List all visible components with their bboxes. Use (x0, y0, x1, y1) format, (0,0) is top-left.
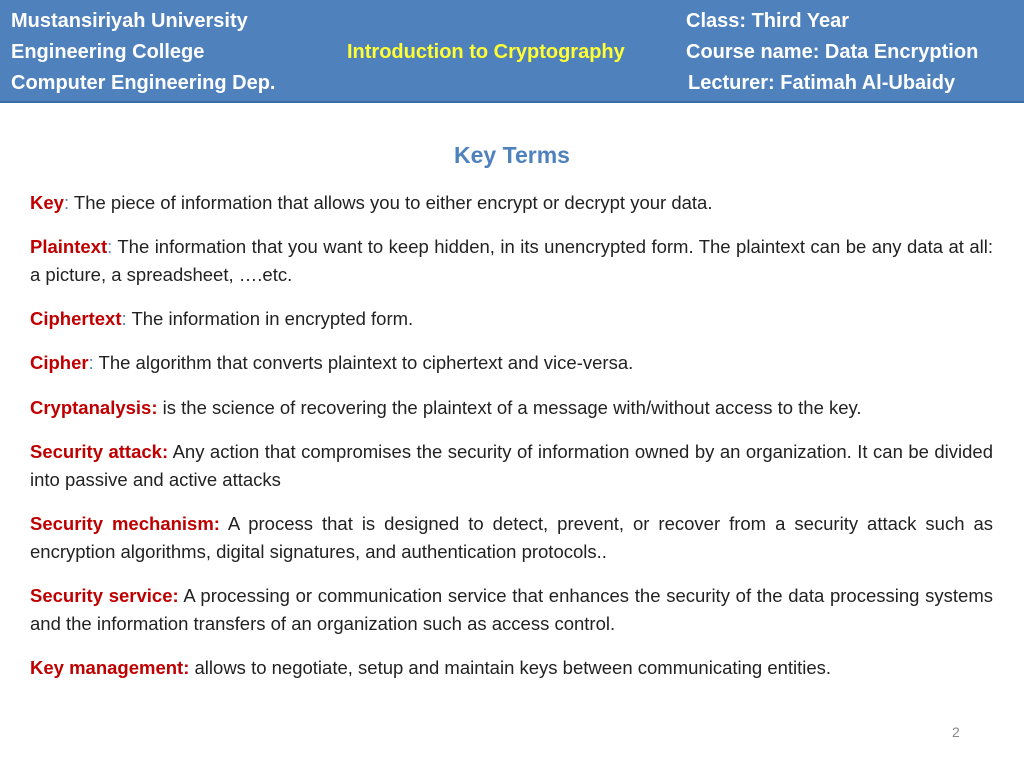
term-name: Plaintext (30, 236, 108, 257)
term-separator: : (63, 192, 70, 213)
page-title: Key Terms (454, 142, 570, 168)
term-cipher (30, 349, 993, 377)
term-name: Security service (30, 585, 173, 606)
class-label: Class: Third Year (686, 10, 850, 32)
term-separator: : (88, 352, 94, 373)
term-definition: The information in encrypted form. (126, 308, 414, 329)
term-security-mechanism (30, 510, 993, 566)
term-name: Cryptanalysis (30, 397, 152, 418)
term-separator: : (107, 236, 113, 257)
term-separator: : (121, 308, 127, 329)
department-name: Computer Engineering Dep. (11, 72, 276, 94)
term-name: Cipher (30, 352, 89, 373)
term-separator: : (161, 441, 169, 462)
term-name: Ciphertext (30, 308, 122, 329)
term-name: Security attack (30, 441, 162, 462)
term-definition: A process that is designed to detect, prevent, or recover from a security attack such as encryption algorithms, digital signatures, and authentication protocols.. (30, 513, 993, 562)
term-security-attack (30, 438, 993, 494)
term-security-service (30, 582, 993, 638)
college-name: Engineering College (11, 41, 205, 63)
term-ciphertext (30, 305, 993, 333)
term-definition: A processing or communication service that enhances the security of the data processing systems and the information transfers of an organization such as access control. (30, 585, 993, 634)
term-separator: : (172, 585, 179, 606)
term-definition: is the science of recovering the plaintext of a message with/without access to the key. (157, 397, 862, 418)
term-name: Key (30, 192, 64, 213)
term-key (30, 189, 993, 217)
course-label: Course name: Data Encryption (686, 41, 979, 63)
page-number: 2 (952, 724, 960, 740)
term-definition: Any action that compromises the security of information owned by an organization. It can be divided into passive and active attacks (30, 441, 993, 490)
term-separator: : (151, 397, 158, 418)
term-definition: The algorithm that converts plaintext to ciphertext and vice-versa. (93, 352, 634, 373)
term-definition: The piece of information that allows you to either encrypt or decrypt your data. (69, 192, 713, 213)
term-key-management (30, 654, 993, 682)
term-plaintext (30, 233, 993, 289)
term-name: Security mechanism (30, 513, 214, 534)
term-definition: The information that you want to keep hidden, in its unencrypted form. The plaintext can be any data at all: a picture, a spreadsheet, ….etc. (30, 236, 993, 285)
term-definition: allows to negotiate, setup and maintain keys between communicating entities. (189, 657, 832, 678)
term-name: Key management (30, 657, 184, 678)
slide-header (0, 0, 1024, 103)
term-separator: : (183, 657, 190, 678)
subject-title: Introduction to Cryptography (347, 41, 625, 63)
university-name: Mustansiriyah University (11, 10, 248, 32)
term-cryptanalysis (30, 394, 993, 422)
term-separator: : (213, 513, 220, 534)
lecturer-label: Lecturer: Fatimah Al-Ubaidy (688, 72, 956, 94)
